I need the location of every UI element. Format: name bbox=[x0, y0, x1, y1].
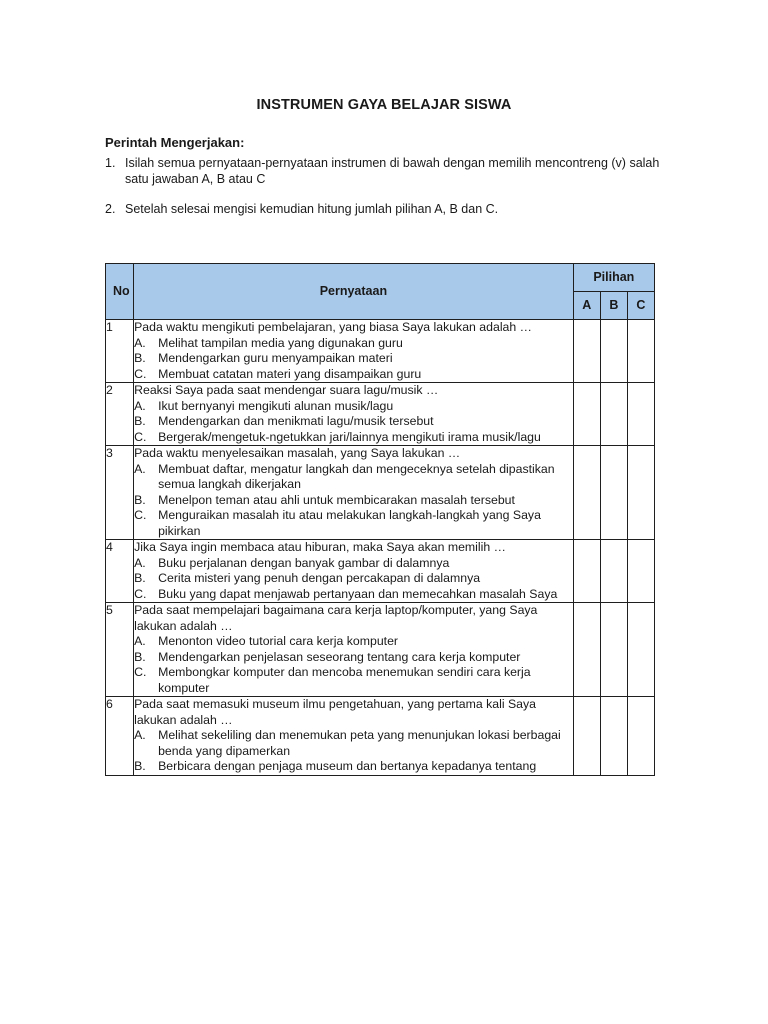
option-text: Buku perjalanan dengan banyak gambar di dalamnya bbox=[158, 555, 450, 570]
option-label: A. bbox=[134, 398, 146, 413]
statement-cell bbox=[134, 383, 574, 446]
answer-option bbox=[134, 493, 573, 509]
answer-option bbox=[134, 430, 573, 446]
option-label: A. bbox=[134, 728, 146, 742]
header-statement: Pernyataan bbox=[134, 264, 574, 320]
instruction-text: Setelah selesai mengisi kemudian hitung jumlah pilihan A, B dan C. bbox=[125, 202, 499, 216]
option-label: A. bbox=[134, 634, 146, 648]
option-label: C. bbox=[134, 429, 147, 444]
option-text: Menelpon teman atau ahli untuk membicarakan masalah tersebut bbox=[158, 492, 515, 507]
option-text: Melihat tampilan media yang digunakan guru bbox=[158, 335, 403, 350]
row-number: 6 bbox=[106, 697, 134, 776]
statement-cell bbox=[134, 446, 574, 540]
checkbox-cell-b[interactable] bbox=[600, 540, 627, 603]
answer-option bbox=[134, 728, 573, 759]
option-text: Membuat daftar, mengatur langkah dan mengeceknya setelah dipastikan semua langkah dikerjakan bbox=[158, 461, 555, 491]
option-text: Membongkar komputer dan mencoba menemukan sendiri cara kerja komputer bbox=[158, 665, 531, 695]
checkbox-cell-a[interactable] bbox=[573, 540, 600, 603]
option-label: A. bbox=[134, 555, 146, 570]
header-no: No bbox=[106, 264, 134, 320]
header-choice-a: A bbox=[573, 292, 600, 320]
checkbox-cell-b[interactable] bbox=[600, 603, 627, 697]
option-text: Melihat sekeliling dan menemukan peta yang menunjukan lokasi berbagai benda yang dipamerkan bbox=[158, 728, 561, 758]
answer-option bbox=[134, 650, 573, 666]
option-label: B. bbox=[134, 492, 146, 507]
table-body bbox=[106, 320, 655, 776]
option-text: Mendengarkan dan menikmati lagu/musik tersebut bbox=[158, 414, 434, 428]
answer-option bbox=[134, 759, 573, 775]
option-label: C. bbox=[134, 366, 147, 381]
option-text: Membuat catatan materi yang disampaikan guru bbox=[158, 366, 422, 381]
instruction-text: Isilah semua pernyataan-pernyataan instrumen di bawah dengan memilih mencontreng (v) salah satu jawaban A, B atau C bbox=[125, 156, 660, 186]
option-text: Buku yang dapat menjawab pertanyaan dan memecahkan masalah Saya bbox=[158, 586, 558, 601]
table-row bbox=[106, 320, 655, 383]
question-text: Pada waktu menyelesaikan masalah, yang Saya lakukan … bbox=[134, 446, 461, 460]
checkbox-cell-b[interactable] bbox=[600, 446, 627, 540]
checkbox-cell-b[interactable] bbox=[600, 320, 627, 383]
checkbox-cell-c[interactable] bbox=[627, 540, 654, 603]
instruction-item bbox=[105, 201, 665, 217]
checkbox-cell-c[interactable] bbox=[627, 320, 654, 383]
row-number: 4 bbox=[106, 540, 134, 603]
header-choice-c: C bbox=[627, 292, 654, 320]
table-row bbox=[106, 697, 655, 776]
instruction-item bbox=[105, 155, 665, 187]
question-text: Pada saat memasuki museum ilmu pengetahuan, yang pertama kali Saya lakukan adalah … bbox=[134, 697, 537, 727]
answer-option bbox=[134, 665, 573, 696]
answer-option bbox=[134, 414, 573, 430]
statement-cell bbox=[134, 540, 574, 603]
option-label: A. bbox=[134, 461, 146, 476]
option-text: Berbicara dengan penjaga museum dan bertanya kepadanya tentang bbox=[158, 759, 537, 773]
checkbox-cell-a[interactable] bbox=[573, 697, 600, 776]
table-row bbox=[106, 540, 655, 603]
checkbox-cell-c[interactable] bbox=[627, 446, 654, 540]
statement-cell bbox=[134, 320, 574, 383]
checkbox-cell-a[interactable] bbox=[573, 320, 600, 383]
option-text: Mendengarkan penjelasan seseorang tentang cara kerja komputer bbox=[158, 649, 521, 664]
answer-option bbox=[134, 587, 573, 603]
checkbox-cell-c[interactable] bbox=[627, 383, 654, 446]
option-label: B. bbox=[134, 414, 146, 428]
question-text: Reaksi Saya pada saat mendengar suara lagu/musik … bbox=[134, 383, 439, 397]
answer-option bbox=[134, 462, 573, 493]
option-label: A. bbox=[134, 335, 146, 350]
option-label: B. bbox=[134, 571, 146, 585]
option-label: B. bbox=[134, 351, 146, 365]
option-label: C. bbox=[134, 586, 147, 601]
checkbox-cell-a[interactable] bbox=[573, 446, 600, 540]
row-number: 1 bbox=[106, 320, 134, 383]
checkbox-cell-c[interactable] bbox=[627, 603, 654, 697]
checkbox-cell-b[interactable] bbox=[600, 383, 627, 446]
option-label: B. bbox=[134, 649, 146, 664]
checkbox-cell-b[interactable] bbox=[600, 697, 627, 776]
instruction-number: 2. bbox=[105, 202, 116, 216]
table-row bbox=[106, 603, 655, 697]
row-number: 2 bbox=[106, 383, 134, 446]
answer-option bbox=[134, 351, 573, 367]
checkbox-cell-c[interactable] bbox=[627, 697, 654, 776]
statement-cell bbox=[134, 603, 574, 697]
option-text: Bergerak/mengetuk-ngetukkan jari/lainnya mengikuti irama musik/lagu bbox=[158, 429, 541, 444]
option-text: Cerita misteri yang penuh dengan percakapan di dalamnya bbox=[158, 571, 481, 585]
answer-option bbox=[134, 399, 573, 415]
instructions-heading: Perintah Mengerjakan: bbox=[105, 135, 245, 150]
checkbox-cell-a[interactable] bbox=[573, 603, 600, 697]
option-label: C. bbox=[134, 665, 147, 679]
header-choice: Pilihan bbox=[573, 264, 654, 292]
row-number: 3 bbox=[106, 446, 134, 540]
instruction-number: 1. bbox=[105, 156, 116, 170]
answer-option bbox=[134, 508, 573, 539]
statement-cell bbox=[134, 697, 574, 776]
option-label: B. bbox=[134, 759, 146, 773]
option-text: Ikut bernyanyi mengikuti alunan musik/lagu bbox=[158, 398, 394, 413]
option-text: Menonton video tutorial cara kerja komputer bbox=[158, 634, 399, 648]
question-text: Pada saat mempelajari bagaimana cara kerja laptop/komputer, yang Saya lakukan adalah … bbox=[134, 603, 538, 633]
instructions-list bbox=[105, 155, 665, 217]
row-number: 5 bbox=[106, 603, 134, 697]
document-title: INSTRUMEN GAYA BELAJAR SISWA bbox=[256, 97, 512, 113]
answer-option bbox=[134, 556, 573, 572]
option-label: C. bbox=[134, 508, 147, 522]
table-row bbox=[106, 446, 655, 540]
answer-option bbox=[134, 367, 573, 383]
table-row bbox=[106, 383, 655, 446]
answer-option bbox=[134, 336, 573, 352]
answer-option bbox=[134, 634, 573, 650]
questionnaire-table bbox=[105, 263, 655, 776]
question-text: Pada waktu mengikuti pembelajaran, yang biasa Saya lakukan adalah … bbox=[134, 320, 532, 334]
question-text: Jika Saya ingin membaca atau hiburan, maka Saya akan memilih … bbox=[134, 540, 506, 554]
header-choice-b: B bbox=[600, 292, 627, 320]
answer-option bbox=[134, 571, 573, 587]
option-text: Menguraikan masalah itu atau melakukan langkah-langkah yang Saya pikirkan bbox=[158, 508, 541, 538]
option-text: Mendengarkan guru menyampaikan materi bbox=[158, 351, 393, 365]
checkbox-cell-a[interactable] bbox=[573, 383, 600, 446]
